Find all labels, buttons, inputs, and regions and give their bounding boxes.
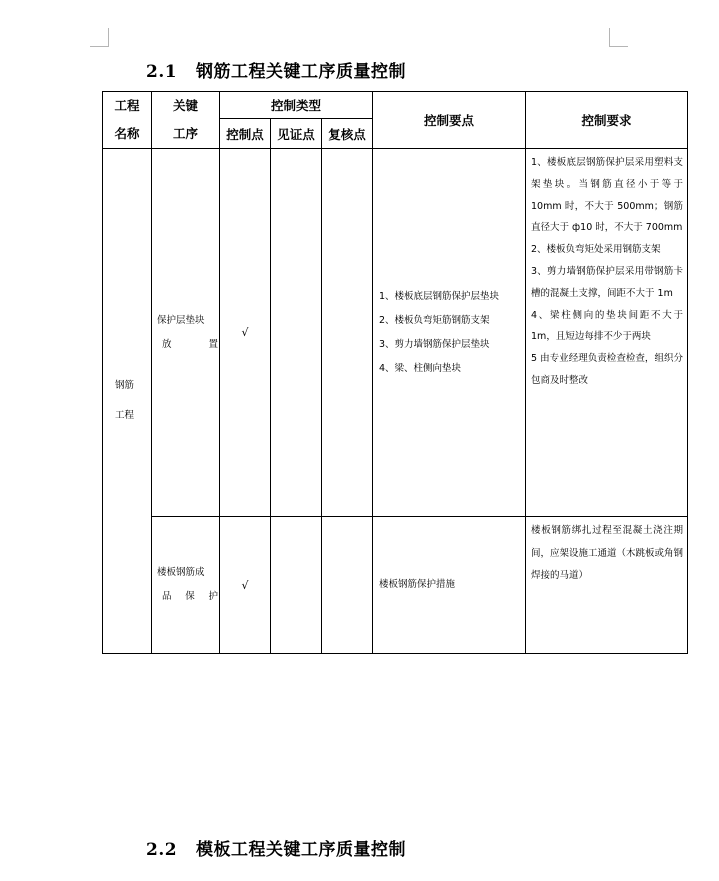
header-review-point: 复核点 bbox=[322, 119, 373, 149]
header-control-requirements: 控制要求 bbox=[526, 92, 688, 149]
process-cell: 保护层垫块 放 置 bbox=[152, 149, 220, 517]
section-number: 2.1 bbox=[146, 62, 178, 82]
page-corner-mark-right bbox=[609, 28, 628, 47]
review-point-cell bbox=[322, 517, 373, 654]
header-control-point: 控制点 bbox=[220, 119, 271, 149]
process-cell: 楼板钢筋成 品 保 护 bbox=[152, 517, 220, 654]
table-row bbox=[103, 149, 688, 517]
section-title: 模板工程关键工序质量控制 bbox=[196, 840, 406, 860]
control-requirements-cell: 楼板钢筋绑扎过程至混凝土浇注期间，应架设施工通道（木跳板或角钢焊接的马道） bbox=[526, 517, 688, 654]
table-row bbox=[103, 517, 688, 654]
control-point-check: √ bbox=[220, 517, 271, 654]
review-point-cell bbox=[322, 149, 373, 517]
section-heading-2-1 bbox=[146, 57, 406, 82]
section-heading-2-2 bbox=[146, 835, 406, 860]
header-project-name: 工程 名称 bbox=[103, 92, 152, 149]
control-essentials-cell: 楼板钢筋保护措施 bbox=[373, 517, 526, 654]
page-corner-mark-left bbox=[90, 28, 109, 47]
section-title: 钢筋工程关键工序质量控制 bbox=[196, 62, 406, 82]
section-number: 2.2 bbox=[146, 840, 178, 860]
header-control-essentials: 控制要点 bbox=[373, 92, 526, 149]
control-requirements-cell: 1、楼板底层钢筋保护层采用塑料支架垫块。当钢筋直径小于等于 10mm 时，不大于 500mm；钢筋直径大于 ф10 时，不大于 700mm 2、楼板负弯矩处采用钢筋支架 3、剪力墙钢筋保护层采用带钢筋卡槽的混凝土支撑，间距不大于 1m 4、梁柱侧向的垫块间距不大于 1m，且短边每排不少于两块 5 由专业经理负责检查检查，组织分包商及时整改 bbox=[526, 149, 688, 517]
quality-control-table bbox=[102, 91, 688, 654]
control-essentials-cell: 1、楼板底层钢筋保护层垫块 2、楼板负弯矩筋钢筋支架 3、剪力墙钢筋保护层垫块 4、梁、柱侧向垫块 bbox=[373, 149, 526, 517]
category-cell: 钢筋 工程 bbox=[103, 149, 152, 654]
header-control-type: 控制类型 bbox=[220, 92, 373, 119]
header-witness-point: 见证点 bbox=[271, 119, 322, 149]
control-point-check: √ bbox=[220, 149, 271, 517]
witness-point-cell bbox=[271, 149, 322, 517]
witness-point-cell bbox=[271, 517, 322, 654]
header-key-process: 关键 工序 bbox=[152, 92, 220, 149]
